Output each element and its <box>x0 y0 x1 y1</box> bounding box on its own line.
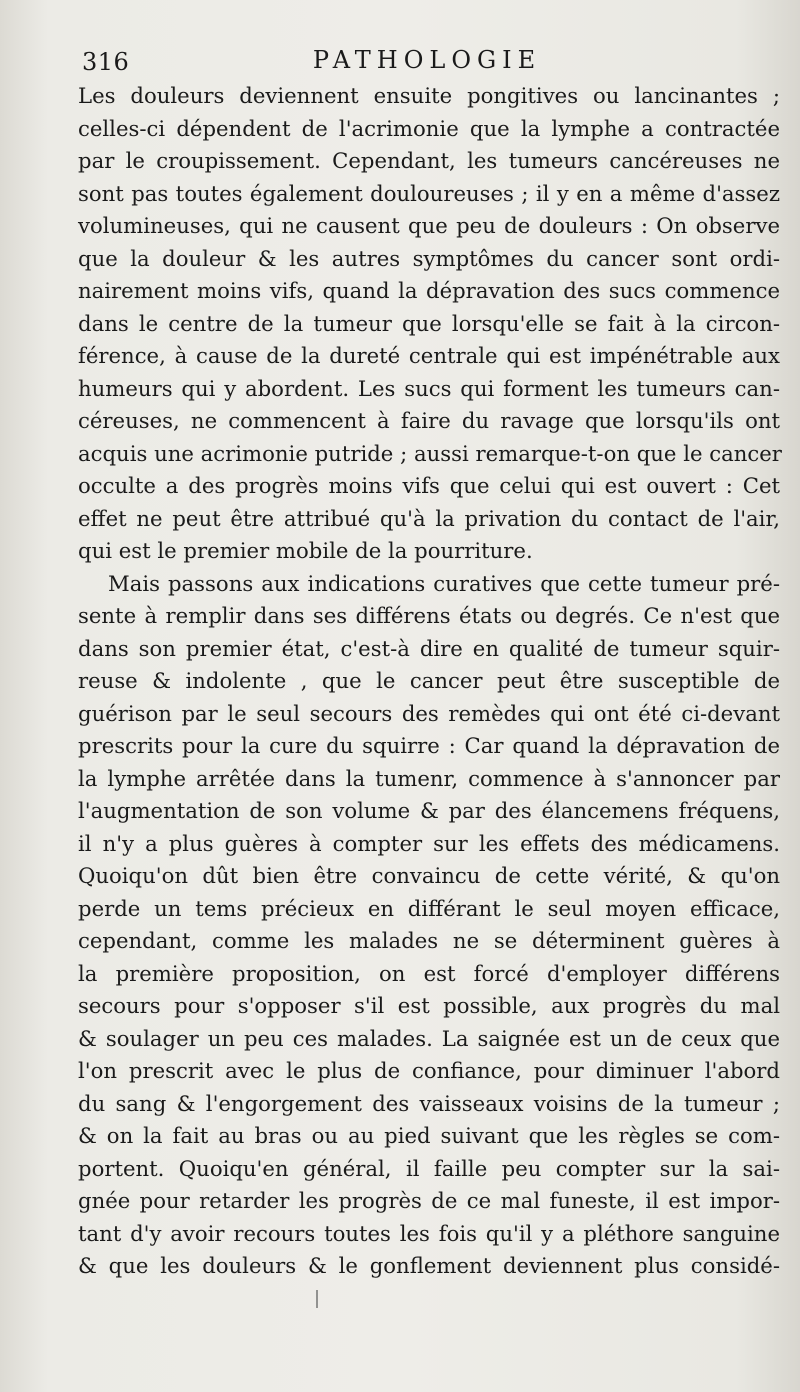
text-line: il n'y a plus guères à compter sur les effets des médicamens. <box>78 830 780 856</box>
paragraph-2 <box>78 568 780 1283</box>
text-line: humeurs qui y abordent. Les sucs qui forment les tumeurs can- <box>78 375 780 401</box>
page-number: 316 <box>82 48 130 76</box>
text-line: férence, à cause de la dureté centrale qui est impénétrable aux <box>78 343 780 368</box>
text-line: la lymphe arrêtée dans la tumenr, commence à s'annoncer par <box>78 765 780 791</box>
text-line: qui est le premier mobile de la pourriture. <box>78 538 533 563</box>
text-line: tant d'y avoir recours toutes les fois qu'il y a pléthore sanguine <box>78 1220 780 1246</box>
text-line: nairement moins vifs, quand la dépravation des sucs commence <box>78 278 780 303</box>
text-line: perde un tems précieux en différant le seul moyen efficace, <box>78 895 780 921</box>
body-text <box>78 80 780 1283</box>
text-line: portent. Quoiqu'en général, il faille peu compter sur la sai- <box>78 1155 780 1181</box>
text-line: & que les douleurs & le gonflement deviennent plus considé- <box>78 1253 780 1278</box>
ink-mark <box>316 1290 318 1308</box>
text-line: par le croupissement. Cependant, les tumeurs cancéreuses ne <box>78 148 780 173</box>
text-line: céreuses, ne commencent à faire du ravage que lorsqu'ils ont <box>78 408 780 433</box>
text-line: guérison par le seul secours des remèdes qui ont été ci-devant <box>78 700 780 726</box>
text-line: gnée pour retarder les progrès de ce mal funeste, il est impor- <box>78 1188 780 1213</box>
text-line: occulte a des progrès moins vifs que celui qui est ouvert : Cet <box>78 473 780 498</box>
text-line: prescrits pour la cure du squirre : Car quand la dépravation de <box>78 733 780 758</box>
text-line: que la douleur & les autres symptômes du cancer sont ordi- <box>78 245 780 271</box>
text-line: volumineuses, qui ne causent que peu de douleurs : On observe <box>78 213 780 238</box>
running-head: PATHOLOGIE <box>312 46 542 74</box>
text-line: la première proposition, on est forcé d'employer différens <box>78 960 780 986</box>
text-line: Quoiqu'on dût bien être convaincu de cette vérité, & qu'on <box>78 863 780 888</box>
text-line: l'augmentation de son volume & par des élancemens fréquens, <box>78 798 780 823</box>
page-header <box>82 44 772 78</box>
text-line: & soulager un peu ces malades. La saignée est un de ceux que <box>78 1025 780 1051</box>
text-line: Mais passons aux indications curatives que cette tumeur pré- <box>108 570 780 596</box>
text-line: secours pour s'opposer s'il est possible, aux progrès du mal <box>78 993 780 1018</box>
text-line: reuse & indolente , que le cancer peut être susceptible de <box>78 668 780 693</box>
text-line: effet ne peut être attribué qu'à la privation du contact de l'air, <box>78 505 780 531</box>
text-line: du sang & l'engorgement des vaisseaux voisins de la tumeur ; <box>78 1090 780 1116</box>
text-line: & on la fait au bras ou au pied suivant que les règles se com- <box>78 1123 780 1148</box>
text-line: cependant, comme les malades ne se déterminent guères à <box>78 928 780 953</box>
text-line: sont pas toutes également douloureuses ; il y en a même d'assez <box>78 180 780 206</box>
text-line: dans son premier état, c'est-à dire en qualité de tumeur squir- <box>78 635 780 661</box>
text-line: Les douleurs deviennent ensuite pongitives ou lancinantes ; <box>78 83 780 108</box>
text-line: celles-ci dépendent de l'acrimonie que la lymphe a contractée <box>78 115 780 141</box>
text-line: sente à remplir dans ses différens états ou degrés. Ce n'est que <box>78 603 780 628</box>
paragraph-1 <box>78 80 780 568</box>
text-line: l'on prescrit avec le plus de confiance, pour diminuer l'abord <box>78 1058 780 1083</box>
text-line: dans le centre de la tumeur que lorsqu'elle se fait à la circon- <box>78 310 780 336</box>
text-line: acquis une acrimonie putride ; aussi remarque-t-on que le cancer <box>78 440 782 466</box>
